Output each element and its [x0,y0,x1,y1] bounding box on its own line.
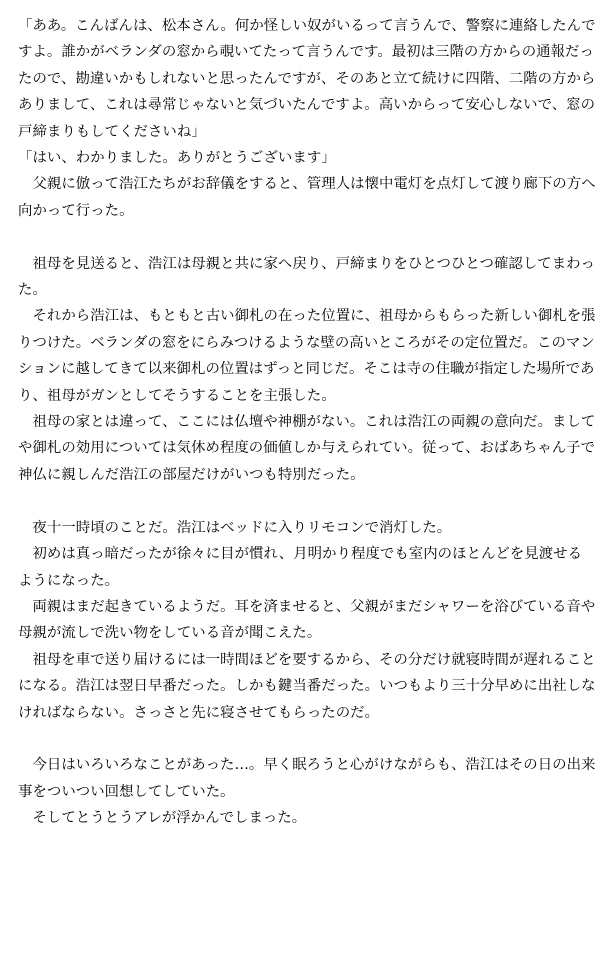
section-break [18,726,596,752]
document-body [18,13,596,832]
narration-paragraph: 両親はまだ起きているようだ。耳を済ませると、父親がまだシャワーを浴びている音や母親が流しで洗い物をしている音が聞こえた。 [18,598,596,642]
dialogue-paragraph: 「はい、わかりました。ありがとうございます」 [18,150,336,167]
narration-paragraph: 夜十一時頃のことだ。浩江はベッドに入りリモコンで消灯した。 [18,519,452,536]
dialogue-paragraph: 「ああ。こんばんは、松本さん。何か怪しい奴がいるって言うんで、警察に連絡したんですよ。誰かがベランダの窓から覗いてたって言うんです。最初は三階の方からの通報だったので、勘違いかもしれないと思ったんですが、そのあと立て続けに四階、二階の方からありまして、これは尋常じゃないと気づいたんですよ。高いからって安心しないで、窓の戸締まりもしてくださいね」 [18,18,596,140]
narration-paragraph: それから浩江は、もともと古い御札の在った位置に、祖母からもらった新しい御札を張りつけた。ベランダの窓をにらみつけるような壁の高いところがその定位置だ。このマンションに越してきて以来御札の位置はずっと同じだ。そこは寺の住職が指定した場所であり、祖母がガンとしてそうすることを主張した。 [18,308,596,404]
narration-paragraph: 父親に倣って浩江たちがお辞儀をすると、管理人は懐中電灯を点灯して渡り廊下の方へ向かって行った。 [18,176,596,219]
narration-paragraph: 今日はいろいろなことがあった…。早く眠ろうと心がけながらも、浩江はその日の出来事をついつい回想してしていた。 [18,757,596,800]
narration-paragraph: 祖母を車で送り届けるには一時間ほどを要するから、その分だけ就寝時間が遅れることになる。浩江は翌日早番だった。しかも鍵当番だった。いつもより三十分早めに出社しなければならない。さっさと先に寝させてもらったのだ。 [18,651,596,721]
narration-paragraph: 初めは真っ暗だったが徐々に目が慣れ、月明かり程度でも室内のほとんどを見渡せるようになった。 [18,546,583,589]
section-break [18,224,596,250]
narration-paragraph: そしてとうとうアレが浮かんでしまった。 [18,810,307,827]
narration-paragraph: 祖母を見送ると、浩江は母親と共に家へ戻り、戸締まりをひとつひとつ確認してまわった。 [18,255,595,299]
section-break [18,488,596,514]
narration-paragraph: 祖母の家とは違って、ここには仏壇や神棚がない。これは浩江の両親の意向だ。ましてや御札の効用については気休め程度の価値しか与えられてい。従って、おばあちゃん子で神仏に親しんだ浩江の部屋だけがいつも特別だった。 [18,414,596,483]
